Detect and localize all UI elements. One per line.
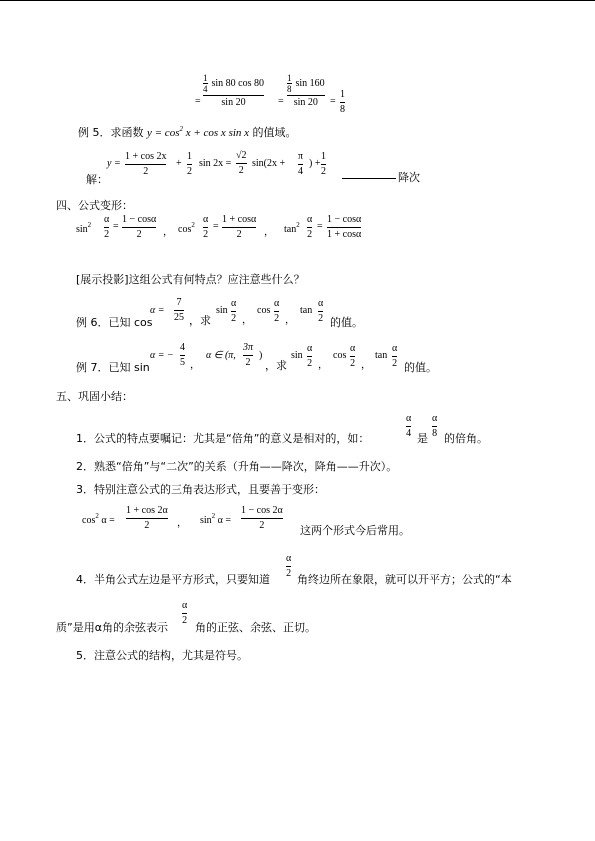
fraction-alpha-over-2 (307, 343, 312, 370)
fraction-half (187, 151, 192, 178)
numerator-text: α (318, 298, 324, 309)
fraction-1pcos2a (126, 505, 168, 532)
summary-1-suffix: 的倍角。 (444, 432, 488, 445)
dash-line (342, 178, 396, 179)
numerator-text: α (307, 214, 313, 225)
func-tan: tan (300, 305, 313, 316)
fraction-sin-half (122, 214, 156, 241)
fraction-tan-half (327, 214, 361, 241)
range-text: α ∈ (π, (206, 350, 236, 361)
func-sin: sin (216, 305, 228, 316)
coef-num: 1 (287, 73, 292, 83)
fraction-alpha-over-2 (307, 214, 312, 241)
fraction-alpha-over-2 (392, 343, 397, 370)
fraction-cos-half (222, 214, 256, 241)
denominator-text: 5 (180, 357, 185, 368)
solution-label: 解： (86, 173, 108, 186)
y-equals: y = (107, 158, 121, 169)
func-name: tan (284, 224, 297, 235)
ask-text: ，求 (265, 359, 287, 372)
formula-part: sin(2x + (252, 158, 286, 169)
denominator-text: sin 20 (221, 97, 246, 108)
formula-part: x + cos x sin x (185, 127, 250, 139)
equals-sign: = (278, 96, 284, 107)
fraction-alpha-over-2 (286, 553, 291, 580)
func-name: sin (200, 515, 212, 526)
alpha-equals: α = (217, 515, 232, 526)
example-5-suffix: 的值域。 (252, 126, 297, 139)
numerator-text: 1 (187, 151, 192, 162)
comma: ， (264, 227, 274, 238)
denominator-text: 2 (238, 165, 244, 176)
exponent: 2 (95, 512, 99, 520)
section-4-title: 四、公式变形： (56, 199, 133, 212)
coef-den: 8 (287, 84, 292, 94)
summary-4-post: 角终边所在象限，就可以开平方；公式的“本 (297, 573, 512, 586)
summary-1-is: 是 (417, 432, 428, 445)
summary-item-2: 2．熟悉“倍角”与“二次”的关系（升角——降次，降角——升次）。 (76, 460, 398, 473)
fraction-alpha-over-2 (231, 298, 236, 325)
fraction-half (321, 151, 326, 178)
func-cos: cos (333, 350, 347, 361)
range-close: ) (259, 350, 263, 361)
exponent: 2 (191, 221, 195, 229)
example-7-prefix: 例 7．已知 sin (76, 361, 150, 374)
fraction-quarter-product (203, 73, 264, 109)
cos-squared (178, 221, 195, 235)
equals-sign: = (113, 221, 119, 232)
func-tan: tan (375, 350, 388, 361)
fraction-alpha-over-2 (350, 343, 355, 370)
fraction-3pi-over-2 (243, 342, 253, 369)
summary-1-text: 1．公式的特点要嘱记：尤其是“倍角”的意义是相对的，如： (76, 432, 370, 445)
numerator-text: 1 + cos 2x (125, 151, 167, 162)
denominator-text: sin 20 (293, 97, 318, 108)
sin-squared (76, 221, 91, 235)
summary-item-5: 5．注意公式的结构，尤其是符号。 (76, 649, 248, 662)
example-6-prefix: 例 6．已知 cos (76, 316, 153, 329)
numerator-text: sin 160 (295, 77, 325, 89)
fraction-4-5 (180, 342, 185, 369)
alpha-equals: α = (150, 305, 165, 316)
denominator-text: 2 (245, 357, 251, 368)
ask-text: ，求 (189, 314, 211, 327)
exponent: 2 (179, 125, 183, 133)
numerator-text: α (406, 413, 412, 424)
fraction-alpha-over-2 (203, 214, 208, 241)
denominator-text: 2 (104, 229, 110, 240)
numerator-text: α (104, 214, 110, 225)
summary-4b-post: 角的正弦、余弦、正切。 (195, 621, 316, 634)
numerator-text: √2 (236, 150, 247, 161)
fraction-alpha-over-2 (104, 214, 109, 241)
example-5-prefix: 例 5．求函数 (78, 126, 144, 139)
exponent: 2 (211, 512, 216, 520)
numerator-text: α (307, 343, 313, 354)
summary-3-note: 这两个形式今后常用。 (300, 524, 410, 537)
formula-part: sin 2x = (199, 158, 232, 169)
note-text: 降次 (398, 171, 420, 184)
denominator-text: 2 (392, 358, 398, 369)
denominator-text: 2 (182, 615, 188, 626)
denominator-text: 2 (144, 520, 150, 531)
fraction-7-25 (174, 297, 184, 324)
equals-sign: = (213, 221, 219, 232)
func-name: cos (82, 515, 96, 526)
denominator-text: 1 + cosα (327, 229, 362, 240)
denominator-text: 8 (432, 428, 438, 439)
numerator-text: α (203, 214, 209, 225)
fraction-alpha-over-8 (432, 413, 437, 440)
numerator-text: 4 (180, 342, 185, 353)
func-cos: cos (257, 305, 271, 316)
numerator-text: 3π (243, 342, 254, 353)
example-6-suffix: 的值。 (330, 316, 363, 329)
numerator-text: 7 (176, 297, 182, 308)
numerator-text: 1 − cosα (122, 214, 157, 225)
denominator-text: 2 (318, 313, 324, 324)
denominator-text: 2 (231, 313, 237, 324)
fraction-alpha-over-2 (182, 600, 187, 627)
page-top-border (0, 0, 595, 1)
denominator-text: 2 (259, 520, 265, 531)
equals-sign: = (317, 221, 323, 232)
solution-note (342, 169, 420, 185)
numerator-text: 1 (321, 151, 326, 162)
fraction-1mcos2a (241, 505, 283, 532)
fraction-1pcos2x (125, 151, 166, 178)
summary-4-pre: 4．半角公式左边是平方形式，只要知道 (76, 573, 270, 586)
comma: ， (163, 227, 173, 238)
fraction-alpha-over-2 (318, 298, 323, 325)
denominator-text: 4 (406, 428, 412, 439)
func-name: sin (76, 224, 88, 235)
numerator-text: π (298, 151, 304, 162)
denominator-text: 2 (236, 229, 242, 240)
numerator-text: 1 (340, 89, 345, 100)
func-name: cos (178, 224, 192, 235)
numerator-text: α (286, 553, 292, 564)
coef-num: 1 (203, 73, 208, 83)
denominator-text: 2 (136, 229, 142, 240)
denominator-text: 2 (143, 166, 149, 177)
denominator-text: 2 (321, 166, 326, 177)
example-7-suffix: 的值。 (404, 361, 437, 374)
formula-part: ) + (309, 158, 321, 169)
example-5 (78, 124, 297, 140)
numerator-text: 1 − cos 2α (241, 505, 283, 516)
numerator-text: α (392, 343, 398, 354)
equals-sign: = (195, 96, 201, 107)
exponent: 2 (296, 221, 300, 229)
exponent: 2 (87, 221, 92, 229)
summary-item-3: 3．特别注意公式的三角表达形式，且要善于变形： (76, 483, 325, 496)
denominator-text: 25 (174, 312, 184, 323)
numerator-text: α (350, 343, 356, 354)
denominator-text: 2 (203, 229, 209, 240)
comma: ， (361, 360, 371, 371)
denominator-text: 2 (350, 358, 356, 369)
cos-squared-alpha (82, 512, 115, 526)
comma: ， (177, 518, 187, 529)
example-5-formula (147, 127, 249, 139)
numerator-text: α (182, 600, 188, 611)
fraction-alpha-over-2 (274, 298, 279, 325)
denominator-text: 2 (274, 313, 280, 324)
numerator-text: α (231, 298, 237, 309)
numerator-text: α (274, 298, 280, 309)
comma: ， (285, 315, 295, 326)
numerator-text: 1 + cos 2α (126, 505, 168, 516)
denominator-text: 2 (307, 229, 313, 240)
alpha-equals: α = − (150, 350, 174, 361)
denominator-text: 2 (286, 568, 292, 579)
numerator-text: 1 + cosα (222, 214, 257, 225)
tan-squared (284, 221, 300, 235)
summary-4b-pre: 质”是用α角的余弦表示 (56, 621, 168, 634)
numerator-text: 1 − cosα (327, 214, 362, 225)
equals-sign: = (330, 96, 336, 107)
fraction-one-eighth (340, 89, 345, 116)
denominator-text: 2 (187, 166, 192, 177)
comma: ， (318, 360, 328, 371)
denominator-text: 4 (298, 166, 304, 177)
plus-sign: + (176, 158, 182, 169)
alpha-equals: α = (101, 515, 115, 526)
section-5-title: 五、巩固小结： (56, 390, 133, 403)
numerator-text: α (432, 413, 438, 424)
projection-prompt: [展示投影]这组公式有何特点？应注意些什么？ (76, 273, 305, 286)
denominator-text: 2 (307, 358, 313, 369)
denominator-text: 8 (340, 104, 345, 115)
formula-part: y = cos (147, 127, 180, 139)
fraction-eighth-sin160 (287, 73, 325, 109)
numerator-text: sin 80 cos 80 (211, 77, 264, 89)
fraction-alpha-over-4 (406, 413, 411, 440)
sin-squared-alpha (200, 512, 231, 526)
comma: ， (242, 315, 252, 326)
coef-den: 4 (203, 84, 208, 94)
fraction-pi-over-4 (298, 151, 303, 178)
comma: ， (190, 360, 200, 371)
fraction-root2-over-2 (236, 150, 247, 177)
func-sin: sin (291, 350, 303, 361)
